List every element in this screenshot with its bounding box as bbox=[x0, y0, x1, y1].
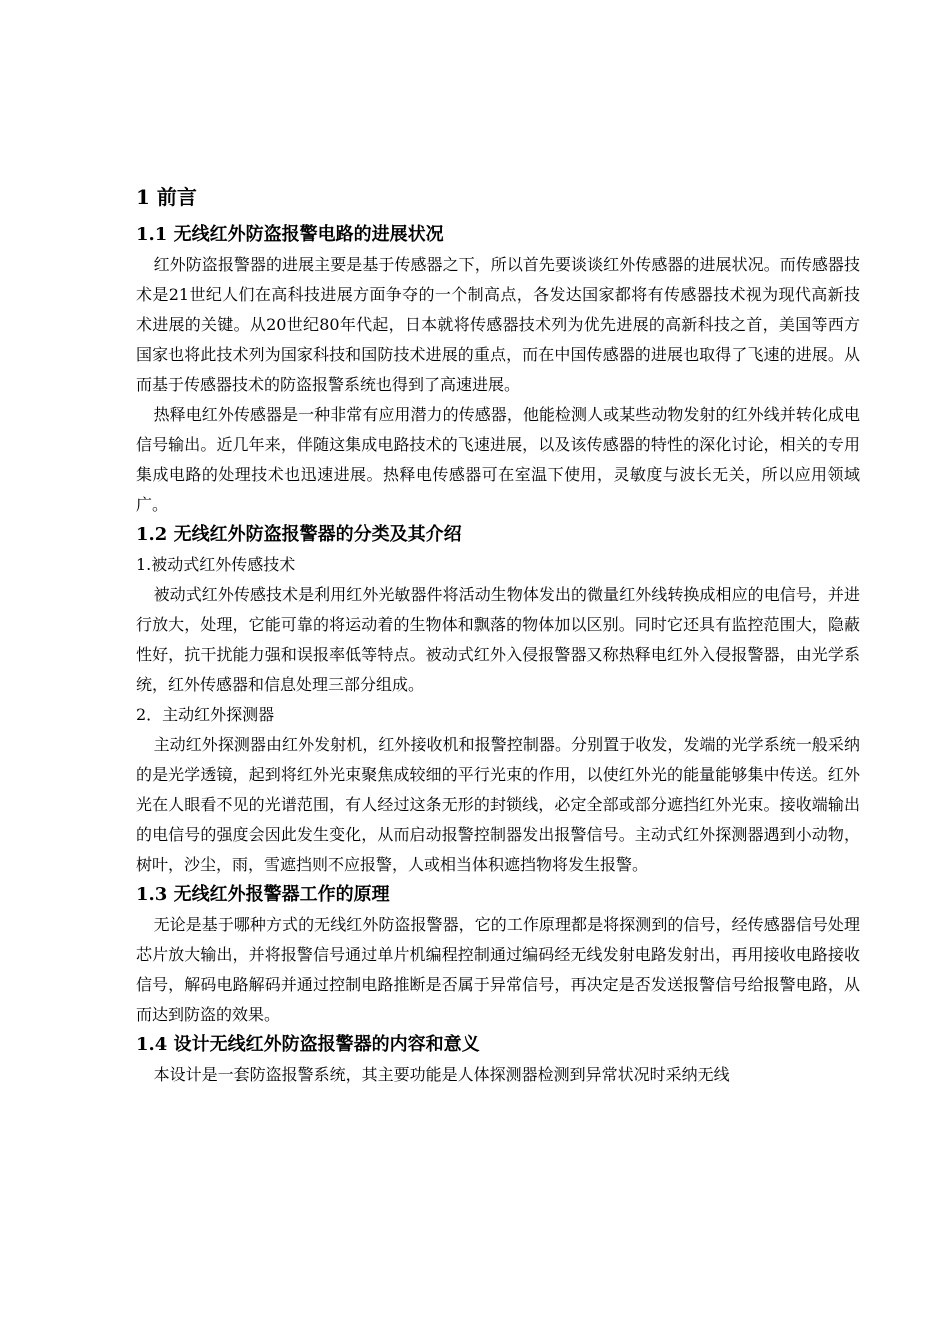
section-title-1-2: 1.2 无线红外防盗报警器的分类及其介绍 bbox=[136, 524, 462, 545]
paragraph: 红外防盗报警器的进展主要是基于传感器之下，所以首先要谈谈红外传感器的进展状况。而传感器技术是21世纪人们在高科技进展方面争夺的一个制高点，各发达国家都将有传感器技术视为现代高新技术进展的关键。从20世纪80年代起，日本就将传感器技术列为优先进展的高新科技之首，美国等西方国家也将此技术列为国家科技和国防技术进展的重点，而在中国传感器的进展也取得了飞速的进展。从而基于传感器技术的防盗报警系统也得到了高速进展。 bbox=[136, 255, 860, 394]
section-title-1-3: 1.3 无线红外报警器工作的原理 bbox=[136, 884, 390, 905]
section-title-1-1: 1.1 无线红外防盗报警电路的进展状况 bbox=[136, 224, 444, 245]
paragraph: 热释电红外传感器是一种非常有应用潜力的传感器，他能检测人或某些动物发射的红外线并转化成电信号输出。近几年来，伴随这集成电路技术的飞速进展，以及该传感器的特性的深化讨论，相关的专用集成电路的处理技术也迅速进展。热释电传感器可在室温下使用，灵敏度与波长无关，所以应用领域广。 bbox=[136, 405, 860, 514]
subsection-heading: 1.被动式红外传感技术 bbox=[136, 555, 296, 574]
subsection-heading: 2．主动红外探测器 bbox=[136, 705, 275, 724]
paragraph: 无论是基于哪种方式的无线红外防盗报警器，它的工作原理都是将探测到的信号，经传感器信号处理芯片放大输出，并将报警信号通过单片机编程控制通过编码经无线发射电路发射出，再用接收电路接收信号，解码电路解码并通过控制电路推断是否属于异常信号，再决定是否发送报警信号给报警电路，从而达到防盗的效果。 bbox=[136, 915, 860, 1024]
paragraph: 主动红外探测器由红外发射机，红外接收机和报警控制器。分别置于收发，发端的光学系统一般采纳的是光学透镜，起到将红外光束聚焦成较细的平行光束的作用，以使红外光的能量能够集中传送。红外光在人眼看不见的光谱范围，有人经过这条无形的封锁线，必定全部或部分遮挡红外光束。接收端输出的电信号的强度会因此发生变化，从而启动报警控制器发出报警信号。主动式红外探测器遇到小动物，树叶，沙尘，雨，雪遮挡则不应报警，人或相当体积遮挡物将发生报警。 bbox=[136, 735, 860, 874]
paragraph: 本设计是一套防盗报警系统，其主要功能是人体探测器检测到异常状况时采纳无线 bbox=[153, 1065, 730, 1084]
document-page bbox=[136, 182, 860, 1090]
chapter-title: 1 前言 bbox=[136, 185, 197, 209]
paragraph: 被动式红外传感技术是利用红外光敏器件将活动生物体发出的微量红外线转换成相应的电信号，并进行放大，处理，它能可靠的将运动着的生物体和飘落的物体加以区别。同时它还具有监控范围大，隐蔽性好，抗干扰能力强和误报率低等特点。被动式红外入侵报警器又称热释电红外入侵报警器，由光学系统，红外传感器和信息处理三部分组成。 bbox=[136, 585, 860, 694]
section-title-1-4: 1.4 设计无线红外防盗报警器的内容和意义 bbox=[136, 1034, 480, 1055]
